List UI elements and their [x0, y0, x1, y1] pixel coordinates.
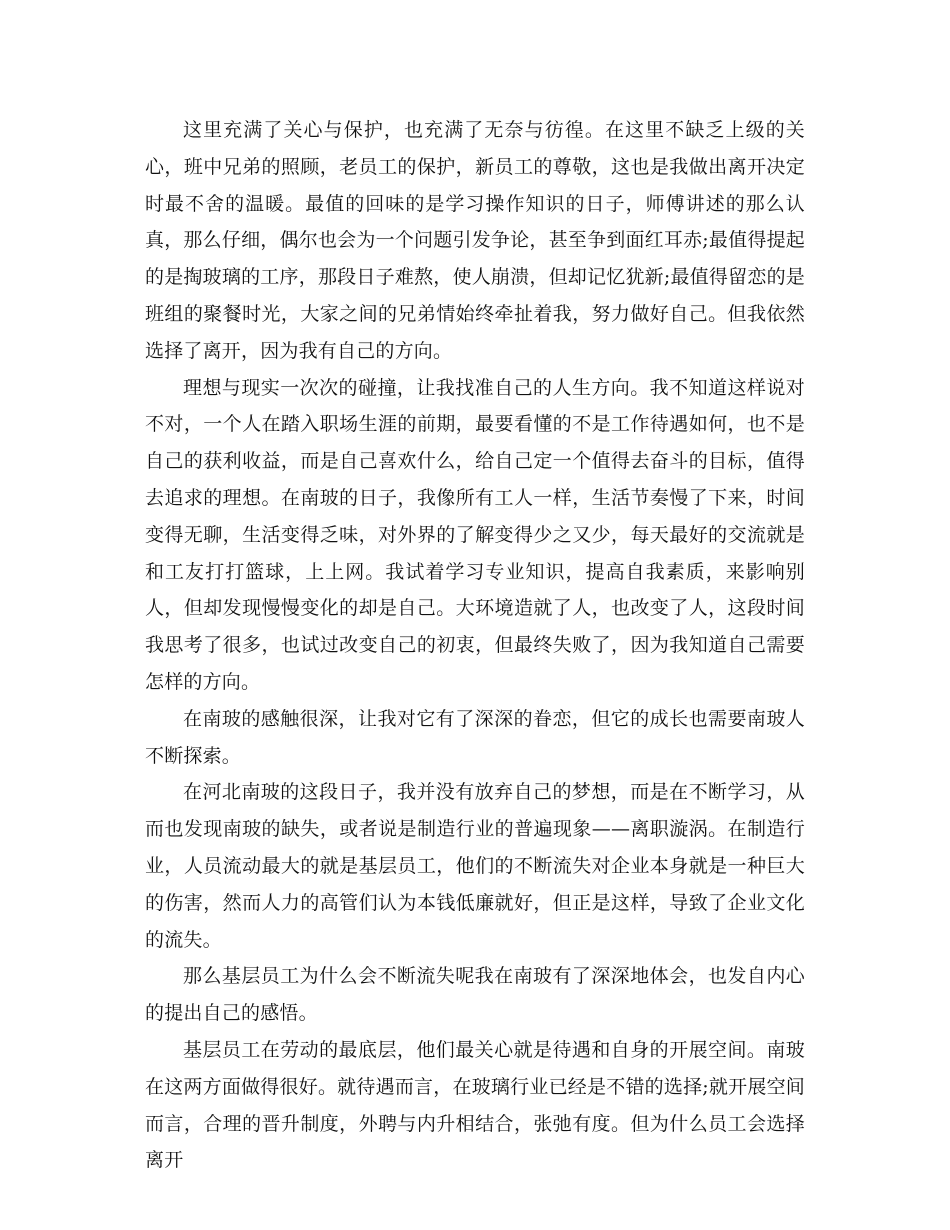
paragraph: 基层员工在劳动的最底层，他们最关心就是待遇和自身的开展空间。南玻在这两方面做得很好。就待遇而言，在玻璃行业已经是不错的选择;就开展空间而言，合理的晋升制度，外聘与内升相结合，张弛有度。但为什么员工会选择离开 — [145, 1038, 805, 1172]
paragraph: 在南玻的感触很深，让我对它有了深深的眷恋，但它的成长也需要南玻人不断探索。 — [145, 707, 805, 767]
paragraph: 在河北南玻的这段日子，我并没有放弃自己的梦想，而是在不断学习，从而也发现南玻的缺失，或者说是制造行业的普遍现象——离职漩涡。在制造行业，人员流动最大的就是基层员工，他们的不断流失对企业本身就是一种巨大的伤害，然而人力的高管们认为本钱低廉就好，但正是这样，导致了企业文化的流失。 — [145, 781, 805, 951]
paragraph: 理想与现实一次次的碰撞，让我找准自己的人生方向。我不知道这样说对不对，一个人在踏入职场生涯的前期，最要看懂的不是工作待遇如何，也不是自己的获利收益，而是自己喜欢什么，给自己定一个值得去奋斗的目标，值得去追求的理想。在南玻的日子，我像所有工人一样，生活节奏慢了下来，时间变得无聊，生活变得乏味，对外界的了解变得少之又少，每天最好的交流就是和工友打打篮球，上上网。我试着学习专业知识，提高自我素质，来影响别人，但却发现慢慢变化的却是自己。大环境造就了人，也改变了人，这段时间我思考了很多，也试过改变自己的初衷，但最终失败了，因为我知道自己需要怎样的方向。 — [145, 376, 805, 693]
document-body — [145, 112, 805, 1179]
paragraph: 这里充满了关心与保护，也充满了无奈与彷徨。在这里不缺乏上级的关心，班中兄弟的照顾，老员工的保护，新员工的尊敬，这也是我做出离开决定时最不舍的温暖。最值的回味的是学习操作知识的日子，师傅讲述的那么认真，那么仔细，偶尔也会为一个问题引发争论，甚至争到面红耳赤;最值得提起的是掏玻璃的工序，那段日子难熬，使人崩溃，但却记忆犹新;最值得留恋的是班组的聚餐时光，大家之间的兄弟情始终牵扯着我，努力做好自己。但我依然选择了离开，因为我有自己的方向。 — [145, 119, 805, 362]
paragraph: 那么基层员工为什么会不断流失呢我在南玻有了深深地体会，也发自内心的提出自己的感悟。 — [145, 965, 805, 1025]
